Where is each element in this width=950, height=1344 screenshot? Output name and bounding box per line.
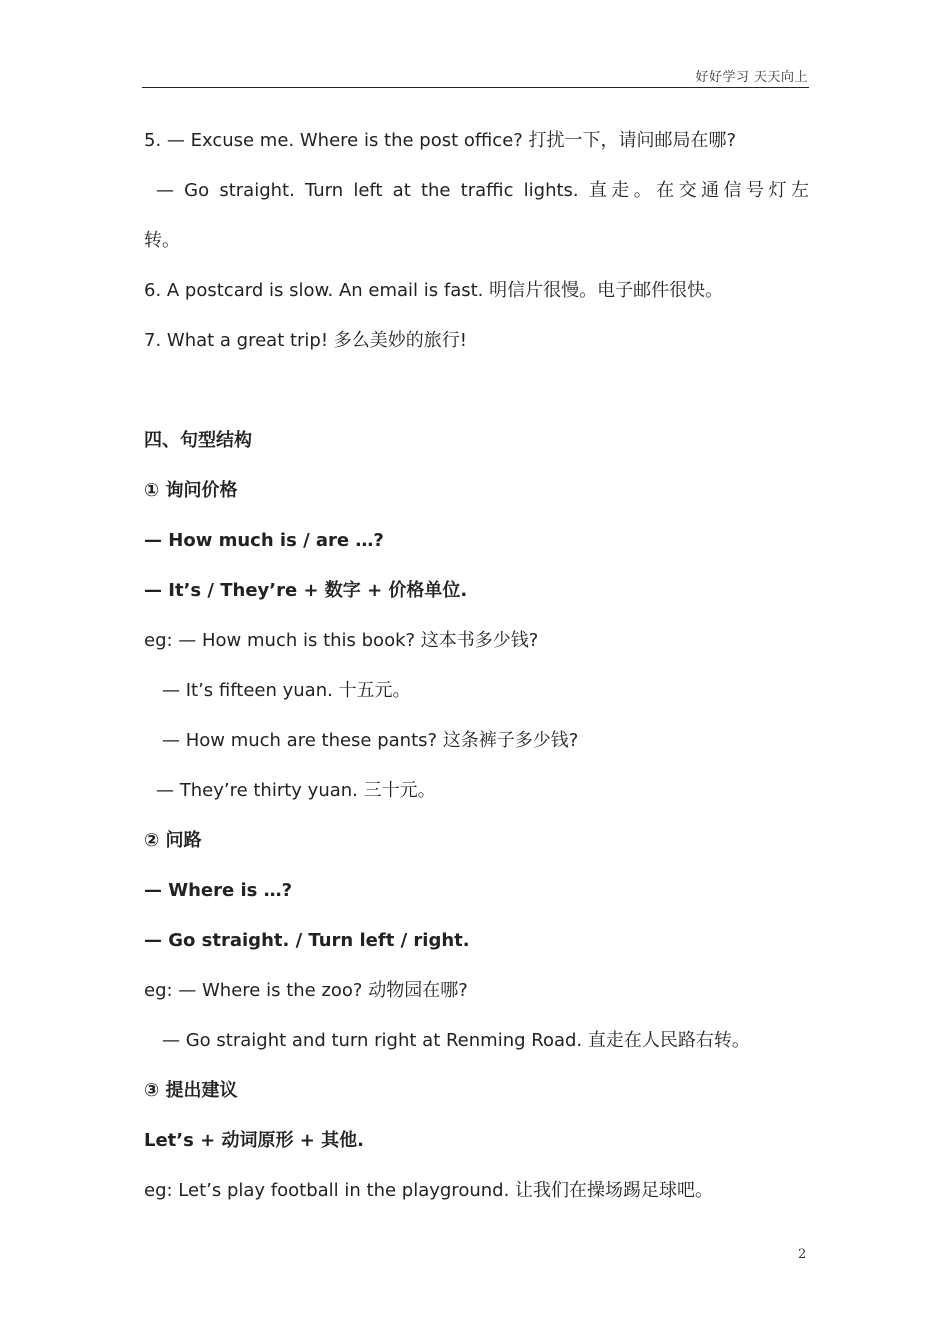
pattern-its-theyre: — It’s / They’re + 数字 + 价格单位. [144, 580, 468, 601]
subheading-asking-price: ① 询问价格 [144, 480, 238, 501]
example-price-answer-1: — It’s fifteen yuan. 十五元。 [162, 680, 411, 701]
sentence-5-reply: — Go straight. Turn left at the traffic lights. 直走。在交通信号灯左 [156, 180, 809, 201]
pattern-how-much: — How much is / are …? [144, 530, 384, 551]
example-price-question-2: — How much are these pants? 这条裤子多少钱? [162, 730, 579, 751]
page-header-text: 好好学习 天天向上 [695, 70, 808, 85]
example-directions-answer: — Go straight and turn right at Renming Road. 直走在人民路右转。 [162, 1030, 750, 1051]
example-directions-question: eg: — Where is the zoo? 动物园在哪? [144, 980, 468, 1001]
example-price-question-1: eg: — How much is this book? 这本书多少钱? [144, 630, 539, 651]
section-heading: 四、句型结构 [144, 430, 252, 451]
example-suggestion: eg: Let’s play football in the playground. 让我们在操场踢足球吧。 [144, 1180, 714, 1201]
pattern-where-is: — Where is …? [144, 880, 293, 901]
blank-line [144, 374, 809, 424]
page-number: 2 [798, 1247, 807, 1262]
subheading-asking-directions: ② 问路 [144, 830, 202, 851]
document-body [144, 124, 809, 1224]
sentence-5-reply-continued: 转。 [144, 230, 180, 251]
example-price-answer-2: — They’re thirty yuan. 三十元。 [156, 780, 436, 801]
sentence-7: 7. What a great trip! 多么美妙的旅行! [144, 330, 468, 351]
pattern-lets: Let’s + 动词原形 + 其他. [144, 1130, 364, 1151]
pattern-go-straight: — Go straight. / Turn left / right. [144, 930, 470, 951]
header-rule [142, 87, 809, 88]
sentence-6: 6. A postcard is slow. An email is fast. 明信片很慢。电子邮件很快。 [144, 280, 724, 301]
subheading-suggestions: ③ 提出建议 [144, 1080, 238, 1101]
sentence-5: 5. — Excuse me. Where is the post office? 打扰一下，请问邮局在哪? [144, 130, 737, 151]
